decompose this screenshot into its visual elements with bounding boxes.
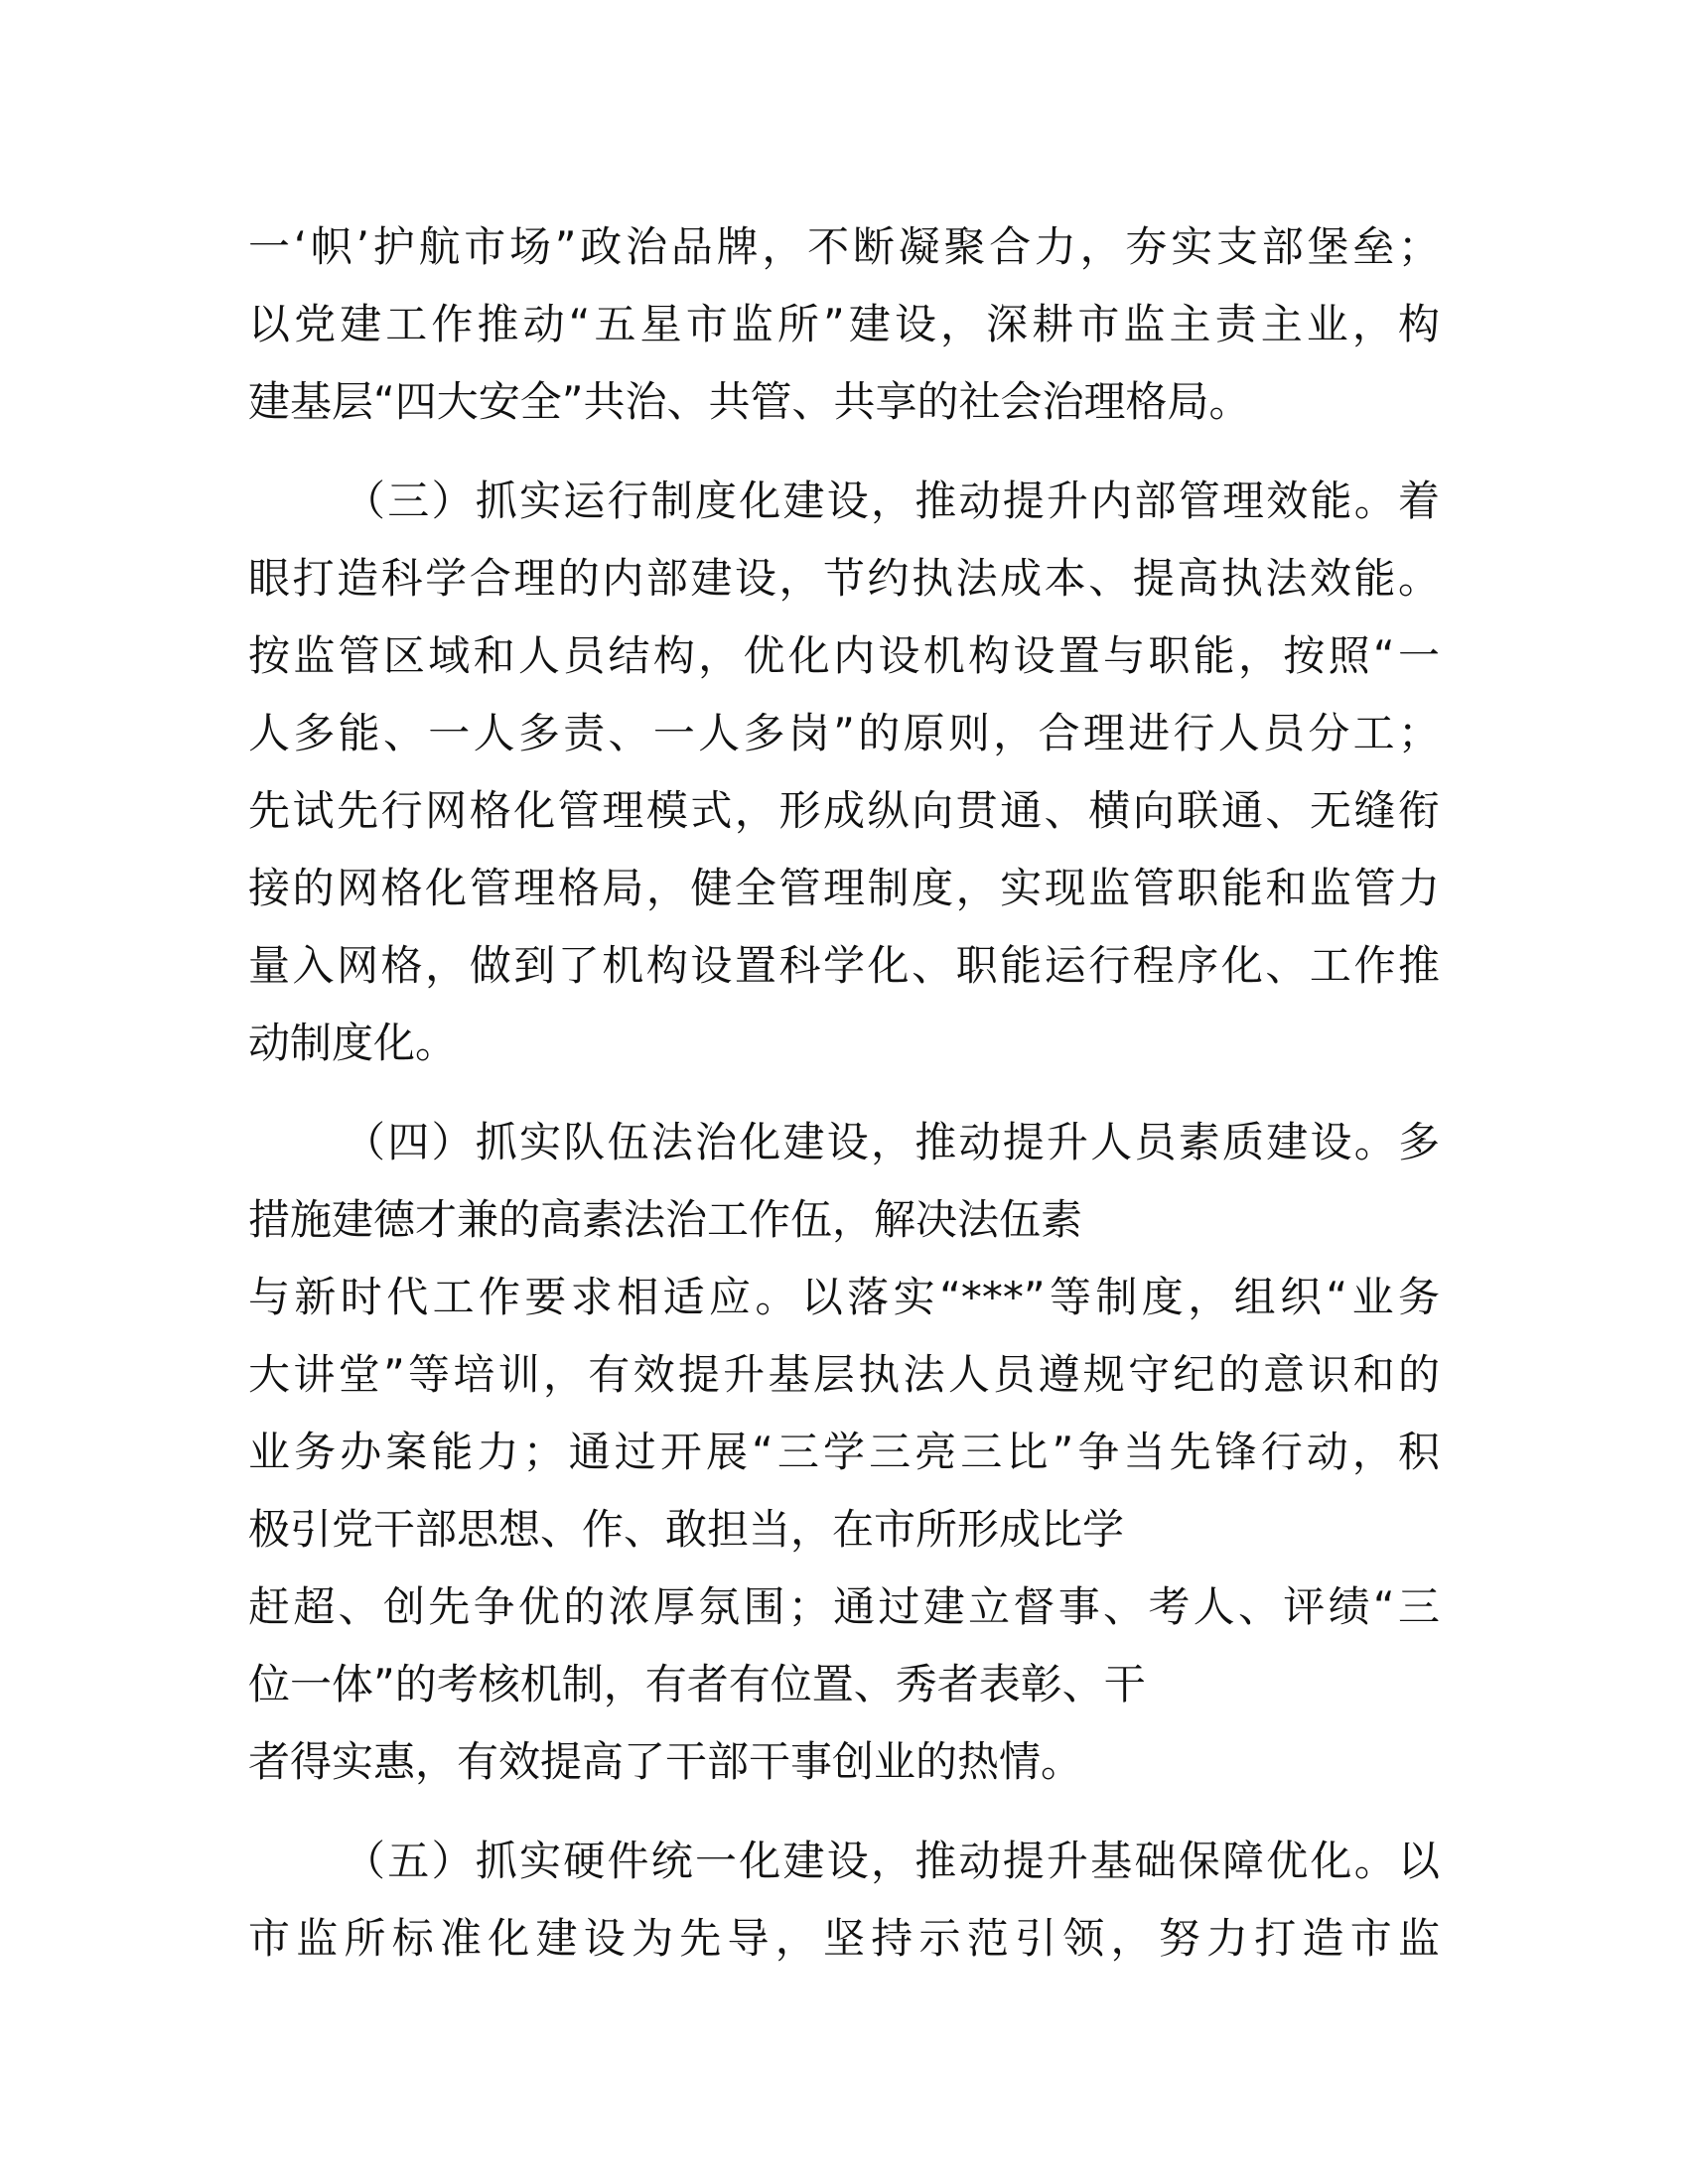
paragraph-gap [248, 1082, 1440, 1104]
text-line: 以党建工作推动“五星市监所”建设，深耕市监主责主业，构 [248, 300, 1440, 348]
text-line: 者得实惠，有效提高了干部干事创业的热情。 [248, 1737, 1083, 1786]
text-line: 一‘帜’护航市场”政治品牌，不断凝聚合力，夯实支部堡垒； [248, 222, 1440, 271]
text-line: 业务办案能力；通过开展“三学三亮三比”争当先锋行动，积 [248, 1428, 1440, 1476]
text-line: 按监管区域和人员结构，优化内设机构设置与职能，按照“一 [248, 631, 1440, 680]
text-line: 与新时代工作要求相适应。以落实“***”等制度，组织“业务 [248, 1273, 1440, 1321]
document-body [248, 208, 1440, 1978]
text-line: 极引党干部思想、作、敢担当，在市所形成比学 [248, 1505, 1125, 1554]
text-line: 量入网格，做到了机构设置科学化、职能运行程序化、工作推 [248, 941, 1440, 990]
text-line: 人多能、一人多责、一人多岗”的原则，合理进行人员分工； [248, 709, 1440, 757]
text-line: 先试先行网格化管理模式，形成纵向贯通、横向联通、无缝衔 [248, 786, 1440, 835]
text-line: 大讲堂”等培训，有效提升基层执法人员遵规守纪的意识和的 [248, 1350, 1440, 1399]
text-line: 建基层“四大安全”共治、共管、共享的社会治理格局。 [248, 377, 1251, 426]
paragraph-gap [248, 1801, 1440, 1823]
paragraph-heading-line: （三）抓实运行制度化建设，推动提升内部管理效能。着 [344, 477, 1440, 525]
paragraph-gap [248, 441, 1440, 463]
text-line: 动制度化。 [248, 1019, 458, 1067]
text-line: 位一体”的考核机制，有者有位置、秀者表彰、干 [248, 1660, 1146, 1708]
text-line: 措施建德才兼的高素法治工作伍，解决法伍素 [248, 1195, 1083, 1244]
text-line: 市监所标准化建设为先导，坚持示范引领，努力打造市监 [248, 1914, 1440, 1963]
paragraph-heading-line: （四）抓实队伍法治化建设，推动提升人员素质建设。多 [344, 1118, 1440, 1166]
paragraph-heading-line: （五）抓实硬件统一化建设，推动提升基础保障优化。以 [344, 1837, 1440, 1885]
text-line: 接的网格化管理格局，健全管理制度，实现监管职能和监管力 [248, 864, 1440, 912]
text-line: 眼打造科学合理的内部建设，节约执法成本、提高执法效能。 [248, 554, 1440, 603]
text-line: 赶超、创先争优的浓厚氛围；通过建立督事、考人、评绩“三 [248, 1582, 1440, 1631]
